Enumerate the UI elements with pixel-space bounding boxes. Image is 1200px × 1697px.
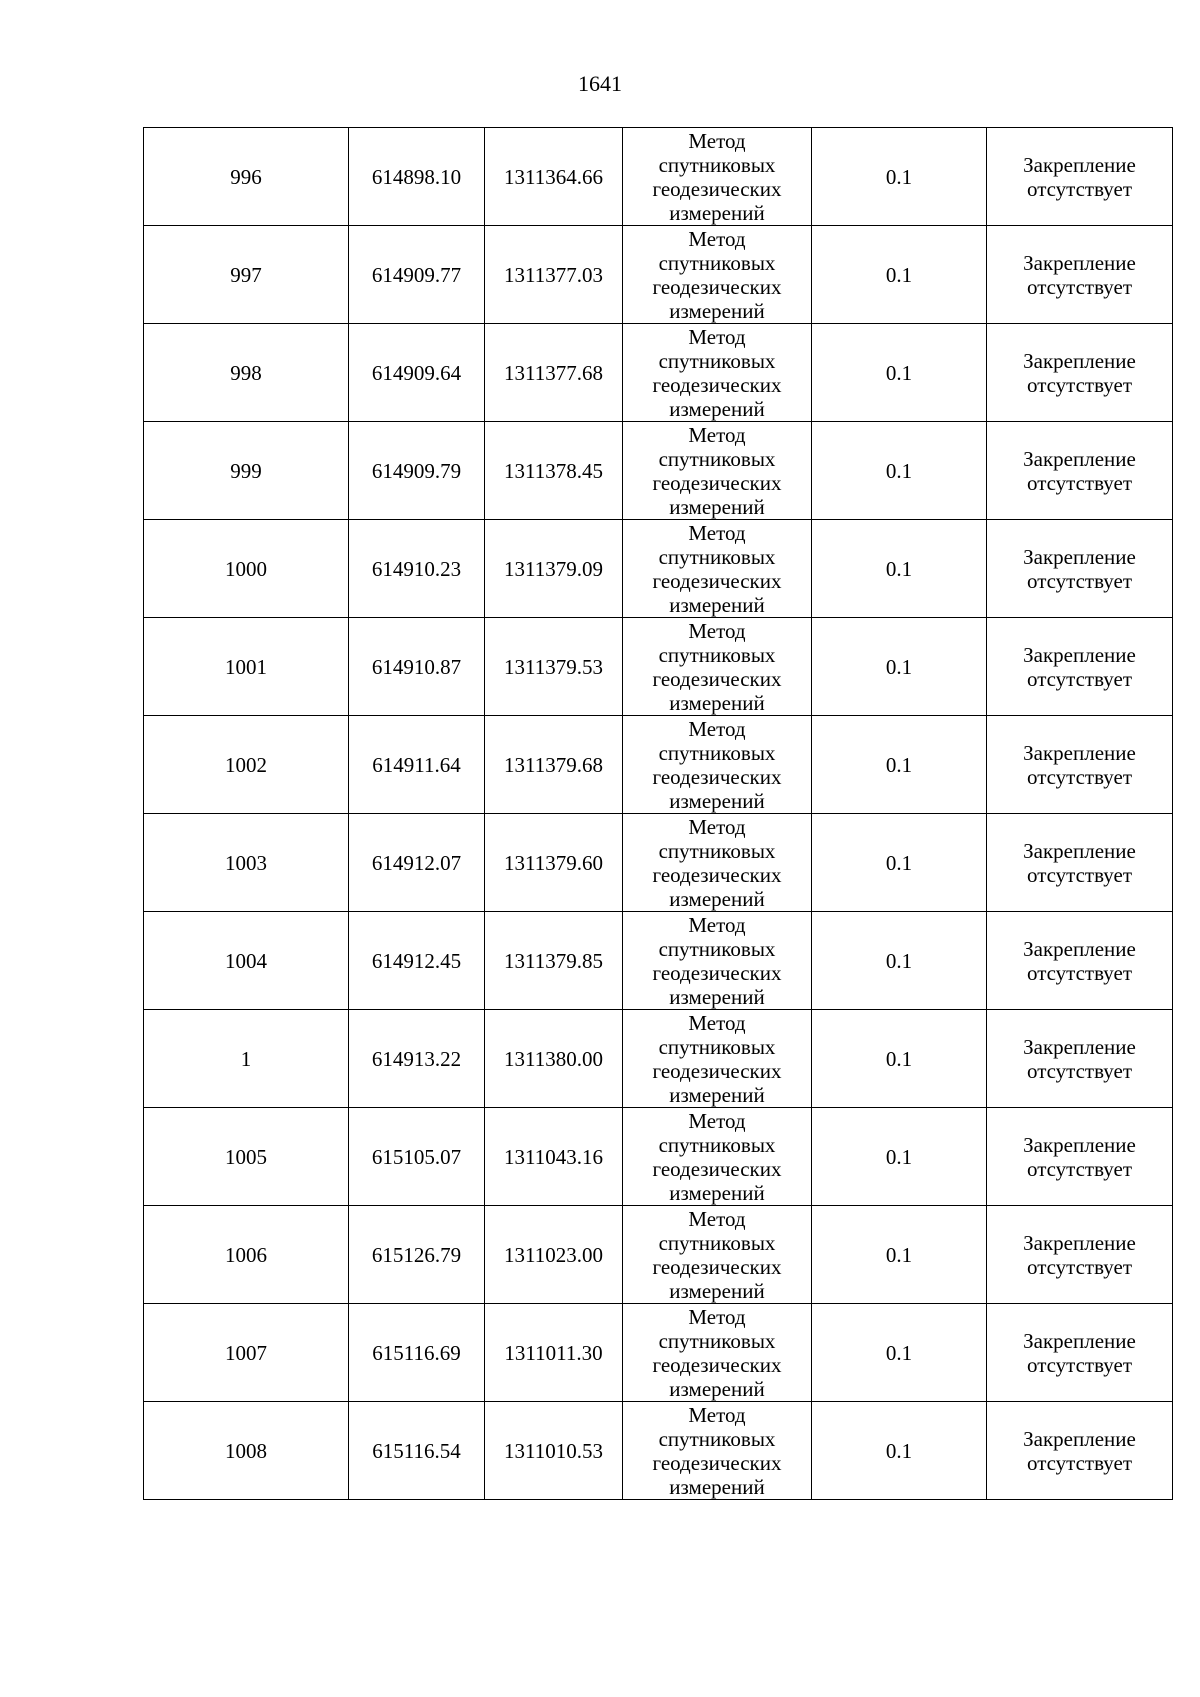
fixing-line: Закрепление <box>1023 348 1136 373</box>
fixing-cell <box>987 1304 1173 1402</box>
method-cell <box>623 1304 812 1402</box>
fixing-line: отсутствует <box>1026 176 1133 201</box>
fixing-cell <box>987 1402 1173 1500</box>
accuracy-cell: 0.1 <box>812 814 987 912</box>
method-line: геодезических <box>652 1156 782 1181</box>
y-coordinate-cell: 1311379.09 <box>485 520 623 618</box>
method-line: геодезических <box>652 274 782 299</box>
method-line: Метод <box>688 226 746 251</box>
fixing-line: Закрепление <box>1023 642 1136 667</box>
fixing-line: Закрепление <box>1023 544 1136 569</box>
method-line: измерений <box>669 494 765 519</box>
fixing-line: Закрепление <box>1023 1328 1136 1353</box>
point-number-cell: 1002 <box>144 716 349 814</box>
fixing-cell <box>987 1108 1173 1206</box>
x-coordinate-cell: 614911.64 <box>349 716 485 814</box>
fixing-cell <box>987 912 1173 1010</box>
method-line: Метод <box>688 1010 746 1035</box>
point-number-cell: 996 <box>144 128 349 226</box>
method-line: спутниковых <box>658 1230 776 1255</box>
method-line: спутниковых <box>658 348 776 373</box>
method-line: измерений <box>669 984 765 1009</box>
point-number-cell: 1000 <box>144 520 349 618</box>
method-line: геодезических <box>652 960 782 985</box>
method-line: геодезических <box>652 764 782 789</box>
method-cell <box>623 324 812 422</box>
method-line: измерений <box>669 1474 765 1499</box>
table-row <box>144 324 1173 422</box>
method-line: измерений <box>669 200 765 225</box>
table-row <box>144 618 1173 716</box>
y-coordinate-cell: 1311377.03 <box>485 226 623 324</box>
y-coordinate-cell: 1311380.00 <box>485 1010 623 1108</box>
x-coordinate-cell: 615116.69 <box>349 1304 485 1402</box>
method-line: измерений <box>669 788 765 813</box>
method-line: спутниковых <box>658 1328 776 1353</box>
fixing-cell <box>987 520 1173 618</box>
method-cell <box>623 226 812 324</box>
method-cell <box>623 716 812 814</box>
point-number-cell: 1005 <box>144 1108 349 1206</box>
method-line: Метод <box>688 1402 746 1427</box>
point-number-cell: 1001 <box>144 618 349 716</box>
method-line: Метод <box>688 1206 746 1231</box>
point-number-cell: 999 <box>144 422 349 520</box>
fixing-cell <box>987 1206 1173 1304</box>
x-coordinate-cell: 614910.23 <box>349 520 485 618</box>
x-coordinate-cell: 614909.77 <box>349 226 485 324</box>
table-row <box>144 226 1173 324</box>
table-row <box>144 128 1173 226</box>
fixing-line: отсутствует <box>1026 960 1133 985</box>
method-line: спутниковых <box>658 1132 776 1157</box>
fixing-cell <box>987 1010 1173 1108</box>
method-line: спутниковых <box>658 250 776 275</box>
method-cell <box>623 422 812 520</box>
method-cell <box>623 1010 812 1108</box>
method-line: спутниковых <box>658 1426 776 1451</box>
fixing-line: отсутствует <box>1026 862 1133 887</box>
method-line: измерений <box>669 690 765 715</box>
fixing-line: Закрепление <box>1023 1132 1136 1157</box>
fixing-cell <box>987 422 1173 520</box>
method-line: Метод <box>688 1108 746 1133</box>
fixing-line: Закрепление <box>1023 1034 1136 1059</box>
fixing-line: Закрепление <box>1023 740 1136 765</box>
point-number-cell: 1007 <box>144 1304 349 1402</box>
method-line: Метод <box>688 814 746 839</box>
table-row <box>144 716 1173 814</box>
table-row <box>144 1304 1173 1402</box>
method-line: Метод <box>688 324 746 349</box>
accuracy-cell: 0.1 <box>812 520 987 618</box>
fixing-line: Закрепление <box>1023 250 1136 275</box>
method-line: геодезических <box>652 862 782 887</box>
fixing-line: отсутствует <box>1026 470 1133 495</box>
table-row <box>144 1010 1173 1108</box>
x-coordinate-cell: 614912.07 <box>349 814 485 912</box>
fixing-cell <box>987 716 1173 814</box>
accuracy-cell: 0.1 <box>812 618 987 716</box>
accuracy-cell: 0.1 <box>812 324 987 422</box>
accuracy-cell: 0.1 <box>812 128 987 226</box>
method-line: спутниковых <box>658 838 776 863</box>
table-row <box>144 1108 1173 1206</box>
table-body <box>144 128 1173 1500</box>
fixing-line: отсутствует <box>1026 1450 1133 1475</box>
method-cell <box>623 814 812 912</box>
method-line: геодезических <box>652 666 782 691</box>
point-number-cell: 1006 <box>144 1206 349 1304</box>
method-line: геодезических <box>652 372 782 397</box>
fixing-line: отсутствует <box>1026 666 1133 691</box>
method-line: измерений <box>669 886 765 911</box>
method-cell <box>623 912 812 1010</box>
point-number-cell: 997 <box>144 226 349 324</box>
x-coordinate-cell: 614910.87 <box>349 618 485 716</box>
method-cell <box>623 520 812 618</box>
fixing-line: отсутствует <box>1026 1058 1133 1083</box>
y-coordinate-cell: 1311379.68 <box>485 716 623 814</box>
method-line: геодезических <box>652 1058 782 1083</box>
y-coordinate-cell: 1311023.00 <box>485 1206 623 1304</box>
y-coordinate-cell: 1311364.66 <box>485 128 623 226</box>
method-line: геодезических <box>652 176 782 201</box>
method-line: измерений <box>669 1278 765 1303</box>
table-row <box>144 814 1173 912</box>
method-line: геодезических <box>652 1352 782 1377</box>
method-line: геодезических <box>652 1254 782 1279</box>
accuracy-cell: 0.1 <box>812 1304 987 1402</box>
method-line: измерений <box>669 592 765 617</box>
point-number-cell: 998 <box>144 324 349 422</box>
accuracy-cell: 0.1 <box>812 1402 987 1500</box>
method-line: геодезических <box>652 1450 782 1475</box>
table-row <box>144 520 1173 618</box>
fixing-line: Закрепление <box>1023 1230 1136 1255</box>
fixing-line: отсутствует <box>1026 372 1133 397</box>
fixing-cell <box>987 128 1173 226</box>
accuracy-cell: 0.1 <box>812 422 987 520</box>
method-line: геодезических <box>652 470 782 495</box>
accuracy-cell: 0.1 <box>812 716 987 814</box>
method-line: спутниковых <box>658 740 776 765</box>
table-row <box>144 422 1173 520</box>
fixing-line: отсутствует <box>1026 1254 1133 1279</box>
fixing-line: Закрепление <box>1023 838 1136 863</box>
accuracy-cell: 0.1 <box>812 912 987 1010</box>
x-coordinate-cell: 614909.64 <box>349 324 485 422</box>
fixing-cell <box>987 324 1173 422</box>
method-line: измерений <box>669 1082 765 1107</box>
table-row <box>144 912 1173 1010</box>
method-line: спутниковых <box>658 936 776 961</box>
point-number-cell: 1003 <box>144 814 349 912</box>
method-cell <box>623 1108 812 1206</box>
fixing-line: Закрепление <box>1023 152 1136 177</box>
accuracy-cell: 0.1 <box>812 1010 987 1108</box>
x-coordinate-cell: 614913.22 <box>349 1010 485 1108</box>
x-coordinate-cell: 615105.07 <box>349 1108 485 1206</box>
method-line: измерений <box>669 396 765 421</box>
x-coordinate-cell: 614909.79 <box>349 422 485 520</box>
y-coordinate-cell: 1311377.68 <box>485 324 623 422</box>
fixing-line: отсутствует <box>1026 1156 1133 1181</box>
method-line: спутниковых <box>658 446 776 471</box>
fixing-line: отсутствует <box>1026 568 1133 593</box>
method-line: измерений <box>669 298 765 323</box>
y-coordinate-cell: 1311378.45 <box>485 422 623 520</box>
y-coordinate-cell: 1311379.60 <box>485 814 623 912</box>
accuracy-cell: 0.1 <box>812 1108 987 1206</box>
y-coordinate-cell: 1311010.53 <box>485 1402 623 1500</box>
method-line: геодезических <box>652 568 782 593</box>
fixing-line: отсутствует <box>1026 1352 1133 1377</box>
x-coordinate-cell: 614912.45 <box>349 912 485 1010</box>
method-cell <box>623 128 812 226</box>
page-number: 1641 <box>578 71 622 96</box>
y-coordinate-cell: 1311043.16 <box>485 1108 623 1206</box>
accuracy-cell: 0.1 <box>812 1206 987 1304</box>
x-coordinate-cell: 615126.79 <box>349 1206 485 1304</box>
y-coordinate-cell: 1311011.30 <box>485 1304 623 1402</box>
fixing-cell <box>987 226 1173 324</box>
method-cell <box>623 1402 812 1500</box>
method-line: спутниковых <box>658 544 776 569</box>
method-line: Метод <box>688 128 746 153</box>
x-coordinate-cell: 614898.10 <box>349 128 485 226</box>
point-number-cell: 1008 <box>144 1402 349 1500</box>
method-line: измерений <box>669 1376 765 1401</box>
fixing-cell <box>987 618 1173 716</box>
method-line: Метод <box>688 912 746 937</box>
accuracy-cell: 0.1 <box>812 226 987 324</box>
method-line: спутниковых <box>658 642 776 667</box>
fixing-line: Закрепление <box>1023 936 1136 961</box>
coordinates-table <box>143 127 1173 1500</box>
y-coordinate-cell: 1311379.53 <box>485 618 623 716</box>
method-line: измерений <box>669 1180 765 1205</box>
table-row <box>144 1206 1173 1304</box>
method-line: Метод <box>688 716 746 741</box>
y-coordinate-cell: 1311379.85 <box>485 912 623 1010</box>
method-line: спутниковых <box>658 152 776 177</box>
table-row <box>144 1402 1173 1500</box>
method-cell <box>623 1206 812 1304</box>
fixing-line: отсутствует <box>1026 764 1133 789</box>
method-line: Метод <box>688 1304 746 1329</box>
method-line: Метод <box>688 520 746 545</box>
method-line: Метод <box>688 618 746 643</box>
fixing-cell <box>987 814 1173 912</box>
method-cell <box>623 618 812 716</box>
point-number-cell: 1 <box>144 1010 349 1108</box>
fixing-line: Закрепление <box>1023 446 1136 471</box>
method-line: спутниковых <box>658 1034 776 1059</box>
fixing-line: отсутствует <box>1026 274 1133 299</box>
x-coordinate-cell: 615116.54 <box>349 1402 485 1500</box>
method-line: Метод <box>688 422 746 447</box>
fixing-line: Закрепление <box>1023 1426 1136 1451</box>
point-number-cell: 1004 <box>144 912 349 1010</box>
